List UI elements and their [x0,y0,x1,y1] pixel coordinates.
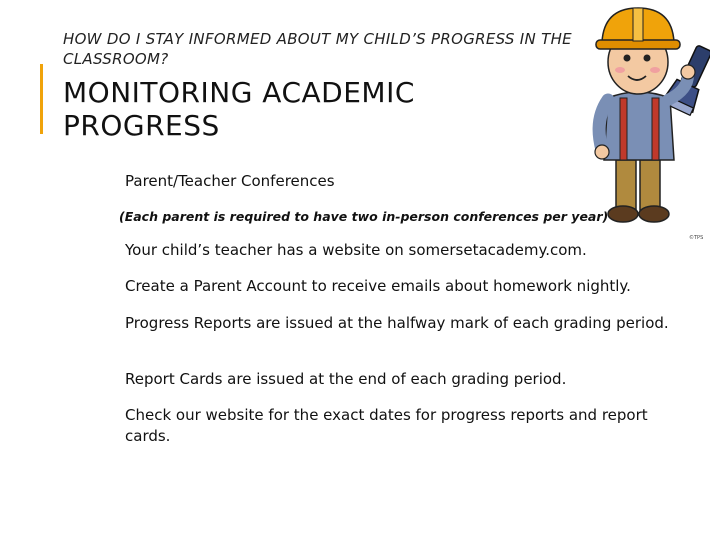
list-item-conferences: Parent/Teacher Conferences [125,172,335,190]
list-item-check-website: Check our website for the exact dates for progress reports and report cards. [125,406,648,445]
list-item-teacher-website: Your child’s teacher has a website on somersetacademy.com. [125,241,587,259]
slide-title: MONITORING ACADEMIC PROGRESS [63,76,415,142]
list-item-report-cards: Report Cards are issued at the end of each grading period. [125,370,567,388]
construction-boy-with-flashlight-icon [580,0,710,230]
list-item-progress-reports: Progress Reports are issued at the halfway mark of each grading period. [125,314,669,332]
list-item-parent-account: Create a Parent Account to receive emails about homework nightly. [125,277,631,295]
slide-subtitle: HOW DO I STAY INFORMED ABOUT MY CHILD’S PROGRESS IN THE CLASSROOM? [63,30,572,68]
list-item-conference-note: (Each parent is required to have two in-person conferences per year) [119,209,609,224]
image-credit: ©TPS [689,235,704,241]
